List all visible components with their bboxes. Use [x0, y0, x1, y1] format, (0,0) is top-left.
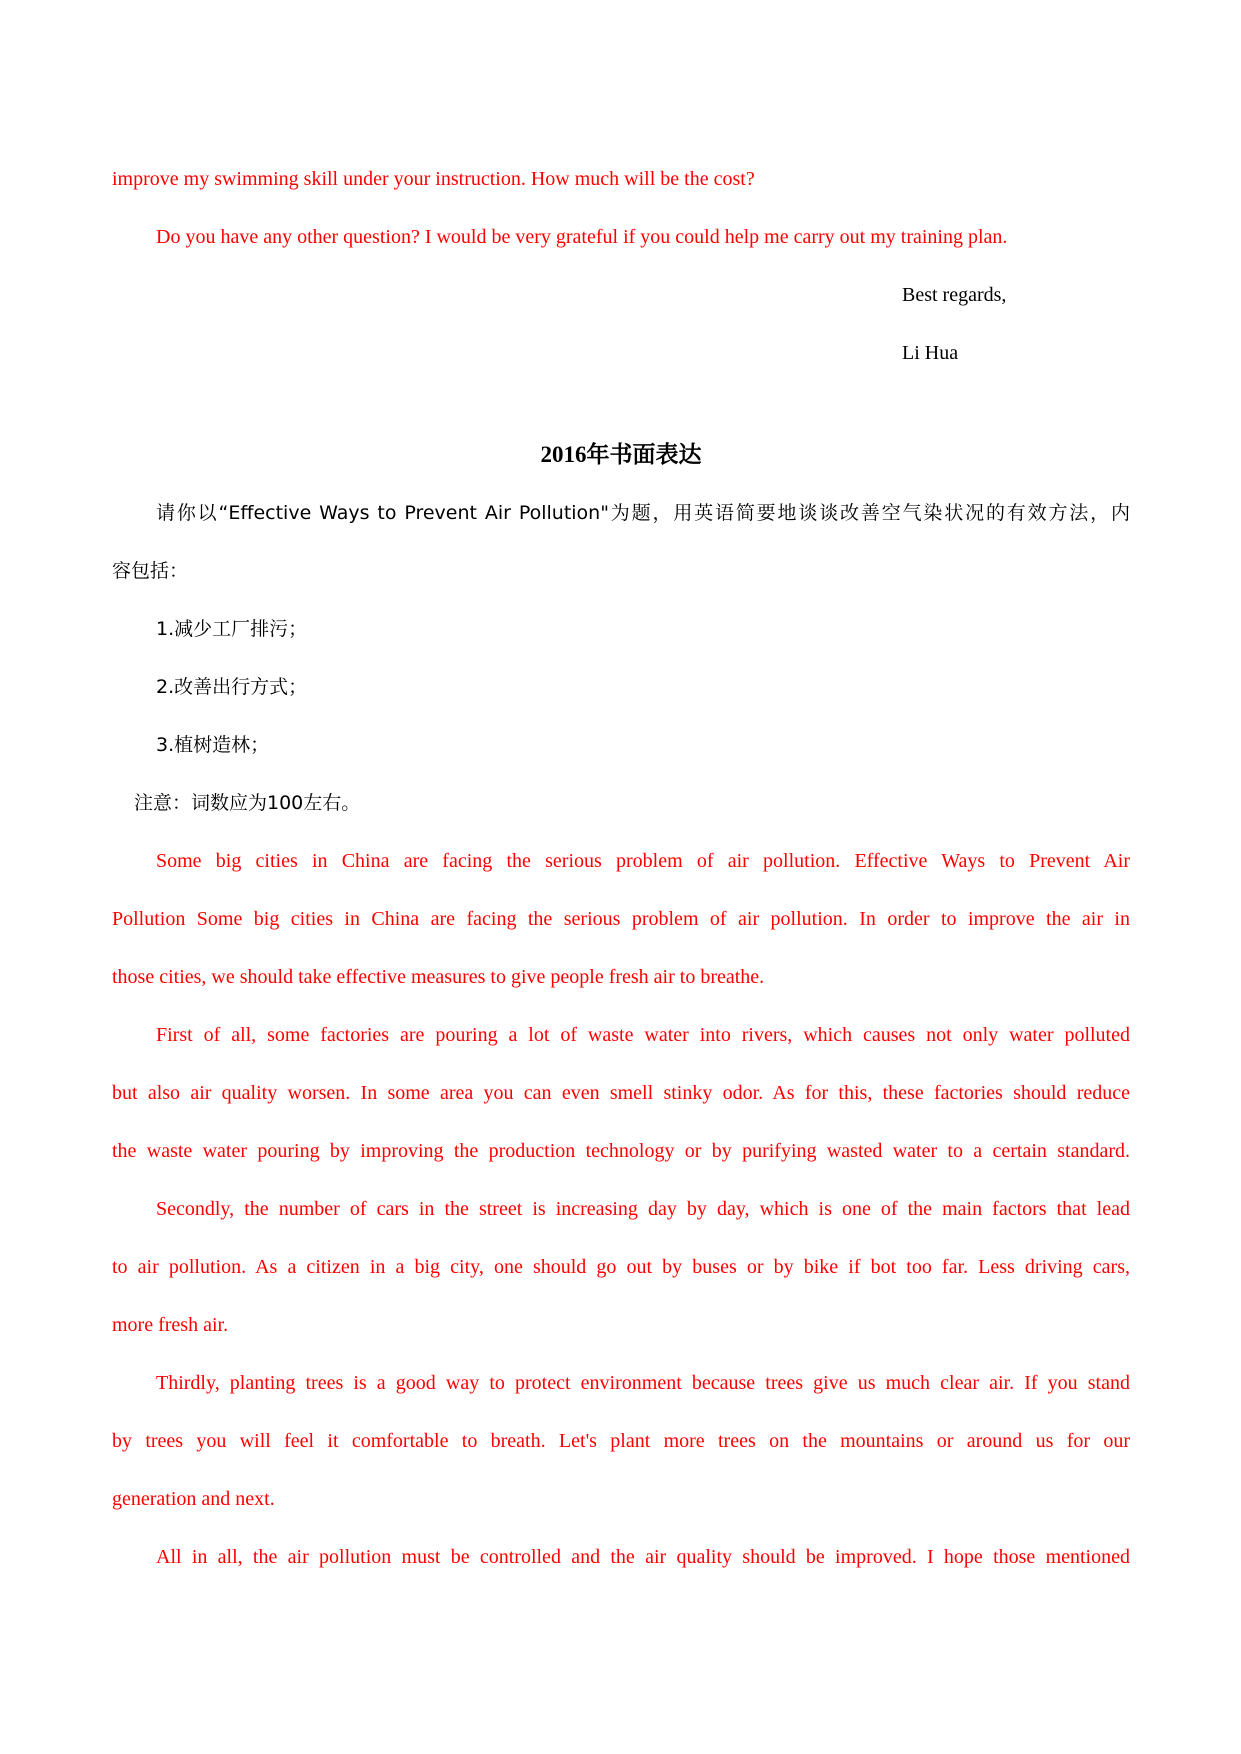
- essay-p2-line-3: the waste water pouring by improving the production technology or by purifying wasted water to a certain standard.: [112, 1140, 1130, 1162]
- essay-p3-line-3: more fresh air.: [112, 1314, 229, 1336]
- essay-p4-line-3: generation and next.: [112, 1488, 275, 1510]
- letter-signature: Li Hua: [902, 342, 959, 364]
- prompt-point-1: 1.减少工厂排污；: [156, 618, 308, 640]
- essay-p2-line-2: but also air quality worsen. In some area you can even smell stinky odor. As for this, these factories should reduce: [112, 1082, 1130, 1104]
- section-title: 2016年书面表达: [540, 442, 702, 467]
- essay-p1-line-3: those cities, we should take effective measures to give people fresh air to breathe.: [112, 966, 765, 988]
- prompt-line-1: 请你以“Effective Ways to Prevent Air Pollution"为题，用英语简要地谈谈改善空气染状况的有效方法，内: [156, 502, 1130, 524]
- prompt-point-3: 3.植树造林；: [156, 734, 270, 756]
- essay-p4-line-1: Thirdly, planting trees is a good way to protect environment because trees give us much clear air. If you stand: [156, 1372, 1130, 1394]
- letter-continuation: improve my swimming skill under your instruction. How much will be the cost?: [112, 168, 755, 190]
- essay-p5-line-1: All in all, the air pollution must be controlled and the air quality should be improved. I hope those mentioned: [156, 1546, 1130, 1568]
- letter-regards: Best regards,: [902, 284, 1007, 306]
- document-page: [112, 150, 1130, 1586]
- prompt-point-2: 2.改善出行方式；: [156, 676, 308, 698]
- essay-p1-line-1: Some big cities in China are facing the serious problem of air pollution. Effective Ways to Prevent Air: [156, 850, 1130, 872]
- section-gap: [112, 382, 1130, 426]
- essay-p1-line-2: Pollution Some big cities in China are facing the serious problem of air pollution. In order to improve the air in: [112, 908, 1130, 930]
- letter-closing-question: Do you have any other question? I would be very grateful if you could help me carry out my training plan.: [156, 226, 1008, 248]
- essay-p3-line-1: Secondly, the number of cars in the street is increasing day by day, which is one of the main factors that lead: [156, 1198, 1130, 1220]
- essay-p4-line-2: by trees you will feel it comfortable to breath. Let's plant more trees on the mountains or around us for our: [112, 1430, 1130, 1452]
- essay-p3-line-2: to air pollution. As a citizen in a big city, one should go out by buses or by bike if bot too far. Less driving cars,: [112, 1256, 1130, 1278]
- prompt-line-2: 容包括：: [112, 560, 189, 582]
- essay-p2-line-1: First of all, some factories are pouring a lot of waste water into rivers, which causes not only water polluted: [156, 1024, 1130, 1046]
- prompt-note: 注意：词数应为100左右。: [134, 792, 361, 814]
